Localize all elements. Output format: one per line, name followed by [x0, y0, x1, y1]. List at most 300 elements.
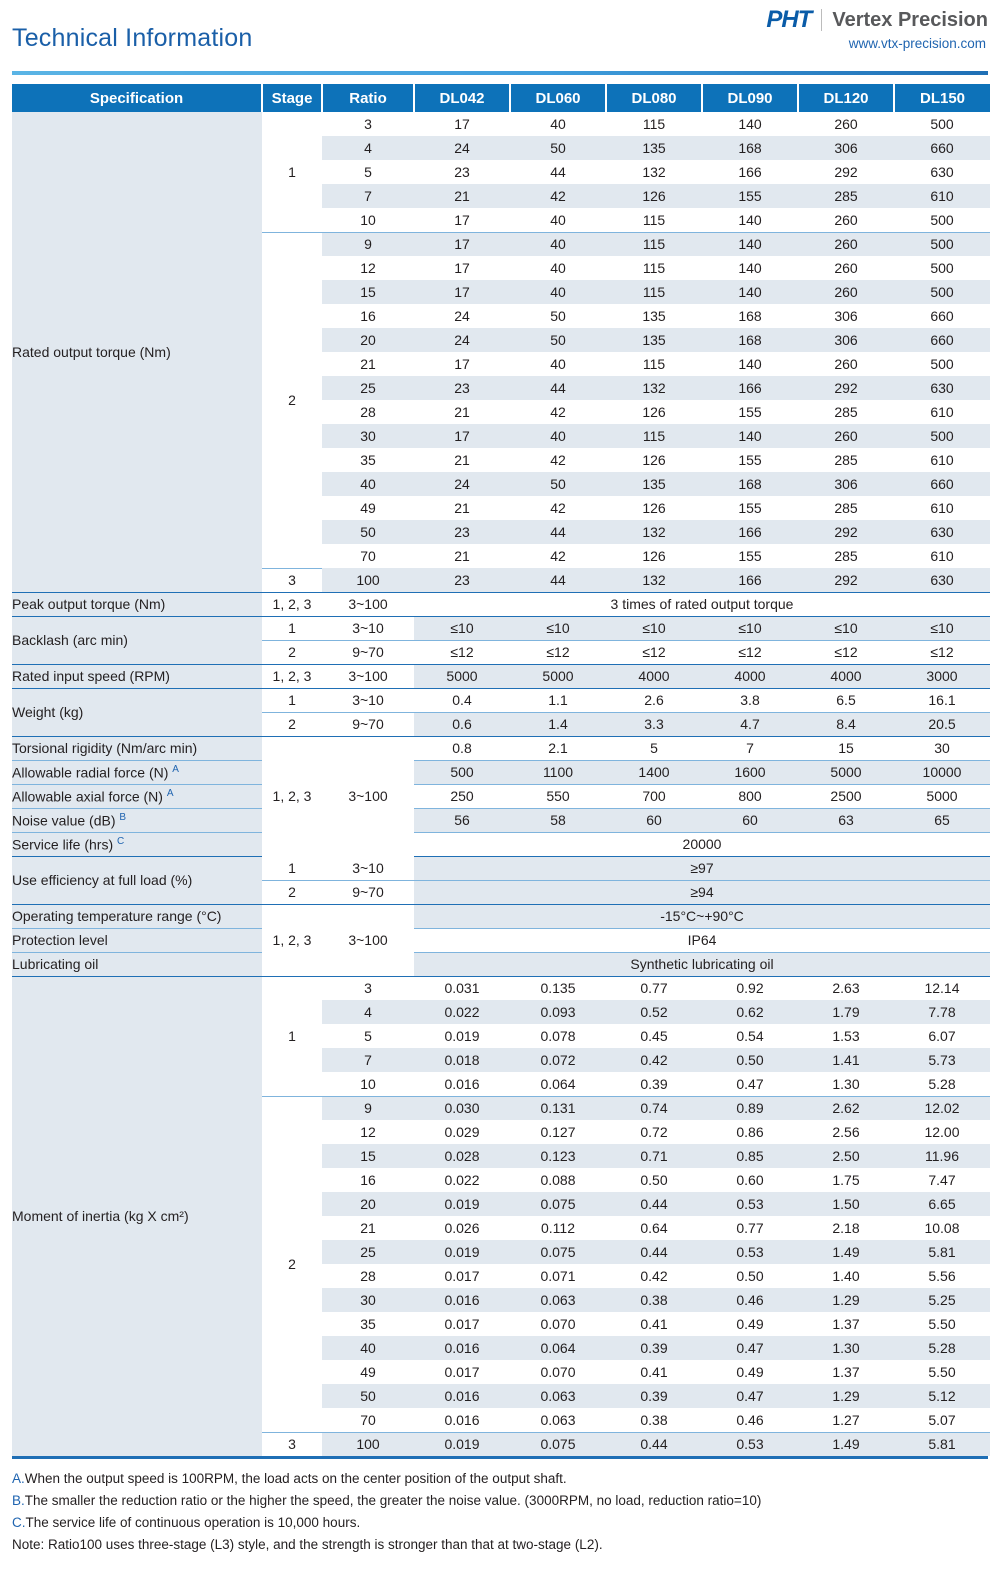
ratio-cell: 49	[322, 1360, 414, 1384]
value-cell: 56	[414, 808, 510, 832]
row-label-protection-level: Protection level	[12, 928, 262, 952]
value-cell: 0.075	[510, 1192, 606, 1216]
value-cell: 17	[414, 208, 510, 232]
stage-cell: 3	[262, 568, 322, 592]
value-cell: 2.63	[832, 980, 860, 997]
value-cell: 6.65	[894, 1192, 990, 1216]
table-row-rated-torque	[12, 112, 990, 136]
value-cell: ≤12	[606, 640, 702, 664]
value-cell: 0.064	[510, 1072, 606, 1096]
ratio-cell: 15	[322, 1144, 414, 1168]
stage-cell: 1	[262, 616, 322, 640]
page-header	[12, 0, 988, 68]
value-cell: 5000	[510, 664, 606, 688]
footnote-c	[12, 1512, 988, 1534]
value-cell: 500	[894, 232, 990, 256]
value-cell: 5.28	[894, 1072, 990, 1096]
stage-cell: 1, 2, 3	[262, 664, 322, 688]
value-cell: 5.50	[928, 1364, 956, 1380]
value-cell: 0.42	[640, 1268, 668, 1284]
value-cell: 260	[834, 260, 858, 276]
stage-cell: 2	[262, 880, 322, 904]
value-cell: 155	[702, 184, 798, 208]
value-cell: 40	[510, 424, 606, 448]
value-cell: 115	[606, 424, 702, 448]
value-cell: 1.30	[798, 1072, 894, 1096]
stage-cell: 2	[262, 1096, 322, 1432]
ratio-cell: 35	[322, 1312, 414, 1336]
value-cell: 40	[550, 356, 566, 372]
ratio-cell: 15	[322, 280, 414, 304]
value-cell: 17	[414, 280, 510, 304]
value-cell: 1.37	[832, 1316, 860, 1332]
ratio-cell: 16	[322, 1168, 414, 1192]
merged-value-cell: Synthetic lubricating oil	[414, 952, 990, 976]
value-cell: 132	[642, 164, 666, 180]
value-cell: 0.016	[414, 1288, 510, 1312]
ratio-cell: 70	[322, 544, 414, 568]
value-cell: 24	[414, 472, 510, 496]
value-cell: 126	[642, 500, 666, 516]
value-cell: 4000	[702, 664, 798, 688]
table-row-rated-input-speed	[12, 664, 990, 688]
ratio-cell: 35	[322, 448, 414, 472]
column-header-dl120: DL120	[798, 84, 894, 112]
value-cell: 7.78	[894, 1000, 990, 1024]
footnote-marker: B.	[12, 1492, 25, 1508]
value-cell: 2.1	[510, 736, 606, 760]
value-cell: 260	[834, 116, 858, 132]
value-cell: 0.019	[414, 1432, 510, 1456]
value-cell: 660	[894, 472, 990, 496]
ratio-cell: 20	[322, 1192, 414, 1216]
value-cell: 500	[414, 760, 510, 784]
value-cell: 0.38	[606, 1408, 702, 1432]
value-cell: 306	[798, 472, 894, 496]
column-header-dl042: DL042	[414, 84, 510, 112]
value-cell: 0.53	[702, 1240, 798, 1264]
value-cell: 0.072	[510, 1048, 606, 1072]
value-cell: 65	[894, 808, 990, 832]
row-label-weight: Weight (kg)	[12, 688, 262, 736]
footnotes	[12, 1468, 988, 1555]
value-cell: 0.89	[702, 1096, 798, 1120]
footnote-b	[12, 1490, 988, 1512]
value-cell: 40	[510, 232, 606, 256]
ratio-cell: 21	[322, 352, 414, 376]
value-cell: 610	[930, 452, 954, 468]
ratio-cell: 9	[322, 232, 414, 256]
value-cell: 285	[834, 500, 858, 516]
value-cell: 500	[894, 208, 990, 232]
row-label-lubricating-oil: Lubricating oil	[12, 952, 262, 976]
value-cell: 610	[894, 184, 990, 208]
value-cell: 0.019	[444, 1028, 480, 1044]
ratio-cell: 12	[322, 256, 414, 280]
row-label-rated-output-torque: Rated output torque (Nm)	[12, 112, 262, 592]
stage-cell: 1	[262, 976, 322, 1096]
value-cell: 132	[606, 568, 702, 592]
footnote-text: Note: Ratio100 uses three-stage (L3) style, and the strength is stronger than that at two-stage (L2).	[12, 1536, 603, 1552]
value-cell: 0.131	[510, 1096, 606, 1120]
ratio-cell: 7	[322, 184, 414, 208]
value-cell: 42	[550, 548, 566, 564]
value-cell: 44	[510, 376, 606, 400]
value-cell: 0.71	[606, 1144, 702, 1168]
value-cell: 0.075	[510, 1240, 606, 1264]
value-cell: 306	[798, 328, 894, 352]
value-cell: ≤10	[414, 616, 510, 640]
value-cell: 63	[798, 808, 894, 832]
merged-value-cell: -15°C~+90°C	[414, 904, 990, 928]
ratio-cell: 3~100	[322, 664, 414, 688]
merged-value-cell: 20000	[414, 832, 990, 856]
value-cell: 50	[510, 328, 606, 352]
ratio-cell: 3~100	[322, 904, 414, 976]
table-row-group-b	[12, 952, 990, 976]
row-label-rated-input-speed: Rated input speed (RPM)	[12, 664, 262, 688]
value-cell: 0.52	[606, 1000, 702, 1024]
ratio-cell: 40	[322, 472, 414, 496]
value-cell: 0.075	[510, 1432, 606, 1456]
value-cell: 40	[510, 280, 606, 304]
table-row-group-b	[12, 904, 990, 928]
value-cell: 21	[454, 452, 470, 468]
ratio-cell: 50	[322, 520, 414, 544]
value-cell: 132	[606, 520, 702, 544]
value-cell: 292	[798, 568, 894, 592]
value-cell: 42	[550, 500, 566, 516]
value-cell: 140	[738, 260, 762, 276]
value-cell: 60	[702, 808, 798, 832]
row-label-torsional-rigidity-nm-arc-min: Torsional rigidity (Nm/arc min)	[12, 736, 262, 760]
ratio-cell: 30	[322, 424, 414, 448]
ratio-cell: 7	[322, 1048, 414, 1072]
value-cell: 610	[930, 500, 954, 516]
value-cell: 40	[510, 208, 606, 232]
ratio-cell: 20	[322, 328, 414, 352]
ratio-cell: 4	[322, 136, 414, 160]
value-cell: 1.29	[798, 1384, 894, 1408]
footnote-text: The smaller the reduction ratio or the higher the speed, the greater the noise value. (3000RPM, no load, reduction ratio=10)	[24, 1492, 762, 1508]
value-cell: 0.070	[540, 1316, 576, 1332]
value-cell: 7.47	[928, 1172, 956, 1188]
brand-name: Vertex Precision	[832, 8, 988, 31]
value-cell: 24	[414, 136, 510, 160]
value-cell: 0.017	[444, 1364, 480, 1380]
value-cell: 44	[510, 568, 606, 592]
table-row-group-a	[12, 736, 990, 760]
value-cell: 11.96	[894, 1144, 990, 1168]
value-cell: 0.063	[510, 1288, 606, 1312]
value-cell: 0.50	[736, 1268, 764, 1284]
value-cell: 260	[798, 208, 894, 232]
value-cell: 0.45	[640, 1028, 668, 1044]
value-cell: 23	[414, 520, 510, 544]
value-cell: 16.1	[894, 688, 990, 712]
value-cell: ≤10	[798, 616, 894, 640]
ratio-cell: 3~100	[322, 736, 414, 856]
table-row-service-life	[12, 832, 990, 856]
value-cell: 0.54	[736, 1028, 764, 1044]
table-body	[12, 112, 990, 1456]
value-cell: 0.088	[540, 1172, 576, 1188]
footnote-text: The service life of continuous operation is 10,000 hours.	[25, 1514, 361, 1530]
value-cell: ≤10	[510, 616, 606, 640]
brand-block	[766, 6, 988, 51]
value-cell: 660	[930, 308, 954, 324]
value-cell: 1.49	[798, 1240, 894, 1264]
value-cell: 4000	[606, 664, 702, 688]
value-cell: 0.77	[640, 980, 668, 997]
value-cell: 0.77	[736, 1220, 764, 1236]
brand-website: www.vtx-precision.com	[848, 36, 986, 51]
table-row-weight	[12, 688, 990, 712]
value-cell: 5000	[414, 664, 510, 688]
value-cell: 0.44	[606, 1192, 702, 1216]
table-bottom-rule	[12, 1456, 988, 1459]
value-cell: 15	[798, 736, 894, 760]
value-cell: 42	[550, 404, 566, 420]
value-cell: 42	[550, 452, 566, 468]
value-cell: 115	[642, 356, 666, 372]
value-cell: 0.39	[606, 1384, 702, 1408]
value-cell: 500	[930, 260, 954, 276]
value-cell: 12.14	[924, 980, 960, 997]
value-cell: 21	[414, 184, 510, 208]
value-cell: 0.72	[640, 1124, 668, 1140]
value-cell: 0.112	[541, 1220, 575, 1236]
table-row-moment-of-inertia	[12, 976, 990, 1000]
stage-cell: 1, 2, 3	[262, 736, 322, 856]
value-cell: 0.078	[540, 1028, 576, 1044]
value-cell: 660	[894, 328, 990, 352]
value-cell: 0.019	[414, 1192, 510, 1216]
value-cell: 135	[642, 308, 666, 324]
value-cell: 5.56	[928, 1268, 956, 1284]
value-cell: ≤12	[414, 640, 510, 664]
value-cell: 0.026	[444, 1220, 480, 1236]
value-cell: 17	[454, 356, 470, 372]
value-cell: ≤10	[894, 616, 990, 640]
value-cell: 610	[930, 404, 954, 420]
merged-value-cell: ≥94	[414, 880, 990, 904]
value-cell: 2500	[798, 784, 894, 808]
stage-cell: 1	[262, 688, 322, 712]
value-cell: 0.92	[736, 980, 764, 997]
value-cell: 155	[738, 404, 762, 420]
value-cell: 0.070	[540, 1364, 576, 1380]
value-cell: 0.028	[414, 1144, 510, 1168]
ratio-cell: 3~10	[322, 688, 414, 712]
ratio-cell: 10	[322, 1072, 414, 1096]
row-label-allowable-radial-force-n: Allowable radial force (N) $^A$	[12, 760, 262, 784]
value-cell: 140	[702, 280, 798, 304]
row-label-noise-value-db: Noise value (dB) $^B$	[12, 808, 262, 832]
value-cell: 0.4	[414, 688, 510, 712]
stage-cell: 1	[262, 112, 322, 232]
footnote-marker: C.	[12, 1514, 26, 1530]
value-cell: 7	[702, 736, 798, 760]
ratio-cell: 25	[322, 1240, 414, 1264]
value-cell: 0.64	[640, 1220, 668, 1236]
value-cell: 0.6	[414, 712, 510, 736]
value-cell: 5000	[798, 760, 894, 784]
value-cell: 23	[454, 164, 470, 180]
value-cell: 115	[606, 208, 702, 232]
value-cell: 2.6	[606, 688, 702, 712]
value-cell: 260	[798, 424, 894, 448]
column-header-dl060: DL060	[510, 84, 606, 112]
stage-cell: 1	[262, 856, 322, 880]
value-cell: 4000	[798, 664, 894, 688]
value-cell: ≤12	[798, 640, 894, 664]
value-cell: 0.016	[414, 1384, 510, 1408]
value-cell: 40	[550, 260, 566, 276]
value-cell: 168	[738, 308, 762, 324]
value-cell: 0.53	[702, 1432, 798, 1456]
value-cell: ≤12	[510, 640, 606, 664]
value-cell: 58	[510, 808, 606, 832]
value-cell: 800	[702, 784, 798, 808]
value-cell: 0.49	[736, 1316, 764, 1332]
value-cell: 140	[702, 424, 798, 448]
value-cell: 0.38	[606, 1288, 702, 1312]
value-cell: 42	[510, 184, 606, 208]
value-cell: 1400	[606, 760, 702, 784]
value-cell: 50	[510, 472, 606, 496]
table-row-group-a	[12, 760, 990, 784]
pht-logo: PHT	[766, 6, 812, 33]
value-cell: 0.127	[540, 1124, 576, 1140]
value-cell: 50	[510, 136, 606, 160]
value-cell: 5.50	[928, 1316, 956, 1332]
value-cell: ≤10	[702, 616, 798, 640]
value-cell: 132	[606, 376, 702, 400]
value-cell: 0.123	[510, 1144, 606, 1168]
value-cell: 0.135	[540, 980, 576, 997]
page-title: Technical Information	[12, 24, 253, 52]
value-cell: 285	[834, 548, 858, 564]
value-cell: 24	[454, 308, 470, 324]
value-cell: 1600	[702, 760, 798, 784]
table-row-group-a	[12, 784, 990, 808]
value-cell: 0.47	[702, 1384, 798, 1408]
stage-cell: 1, 2, 3	[262, 904, 322, 976]
value-cell: 292	[798, 520, 894, 544]
value-cell: 500	[930, 356, 954, 372]
value-cell: 1.49	[798, 1432, 894, 1456]
value-cell: 0.071	[540, 1268, 576, 1284]
value-cell: 4.7	[702, 712, 798, 736]
merged-value-cell: ≥97	[414, 856, 990, 880]
value-cell: 44	[550, 164, 566, 180]
value-cell: 12.00	[924, 1124, 960, 1140]
value-cell: 630	[894, 520, 990, 544]
value-cell: 610	[930, 548, 954, 564]
ratio-cell: 12	[322, 1120, 414, 1144]
value-cell: 0.029	[444, 1124, 480, 1140]
value-cell: 1.41	[798, 1048, 894, 1072]
ratio-cell: 50	[322, 1384, 414, 1408]
value-cell: 260	[834, 356, 858, 372]
ratio-cell: 49	[322, 496, 414, 520]
value-cell: 1.27	[798, 1408, 894, 1432]
value-cell: 0.063	[510, 1384, 606, 1408]
row-label-service-life: Service life (hrs) $^C$	[12, 832, 262, 856]
value-cell: 115	[642, 260, 666, 276]
column-header-stage: Stage	[262, 84, 322, 112]
value-cell: 21	[454, 500, 470, 516]
value-cell: 0.46	[702, 1288, 798, 1312]
value-cell: 0.42	[606, 1048, 702, 1072]
value-cell: 5.81	[894, 1432, 990, 1456]
row-label-backlash: Backlash (arc min)	[12, 616, 262, 664]
column-header-dl090: DL090	[702, 84, 798, 112]
value-cell: 0.016	[414, 1072, 510, 1096]
value-cell: 20.5	[894, 712, 990, 736]
stage-cell: 2	[262, 712, 322, 736]
ratio-cell: 3	[322, 112, 414, 136]
value-cell: 0.018	[414, 1048, 510, 1072]
value-cell: 155	[738, 452, 762, 468]
value-cell: 40	[550, 116, 566, 132]
ratio-cell: 100	[322, 1432, 414, 1456]
row-label-use-efficiency: Use efficiency at full load (%)	[12, 856, 262, 904]
value-cell: 168	[702, 136, 798, 160]
value-cell: 2.50	[798, 1144, 894, 1168]
value-cell: 0.50	[702, 1048, 798, 1072]
value-cell: 0.86	[736, 1124, 764, 1140]
value-cell: 250	[414, 784, 510, 808]
value-cell: 1.1	[510, 688, 606, 712]
value-cell: 0.44	[606, 1432, 702, 1456]
value-cell: 0.8	[414, 736, 510, 760]
column-header-specification: Specification	[12, 84, 262, 112]
value-cell: 166	[738, 164, 762, 180]
value-cell: 1100	[510, 760, 606, 784]
footnote-marker: A.	[12, 1471, 25, 1486]
ratio-cell: 9~70	[322, 640, 414, 664]
value-cell: 168	[702, 328, 798, 352]
value-cell: 500	[894, 280, 990, 304]
ratio-cell: 100	[322, 568, 414, 592]
brand-divider	[821, 9, 822, 31]
value-cell: 0.39	[606, 1072, 702, 1096]
value-cell: 115	[642, 116, 666, 132]
stage-cell: 2	[262, 640, 322, 664]
value-cell: 166	[702, 376, 798, 400]
row-label-operating-temperature-range-c: Operating temperature range (°C)	[12, 904, 262, 928]
row-label-peak-output-torque: Peak output torque (Nm)	[12, 592, 262, 616]
value-cell: 0.85	[702, 1144, 798, 1168]
value-cell: 126	[642, 404, 666, 420]
ratio-cell: 10	[322, 208, 414, 232]
ratio-cell: 5	[322, 160, 414, 184]
ratio-cell: 9~70	[322, 712, 414, 736]
value-cell: 0.016	[414, 1408, 510, 1432]
value-cell: 285	[834, 404, 858, 420]
merged-value-cell: 3 times of rated output torque	[414, 592, 990, 616]
value-cell: 1.75	[832, 1172, 860, 1188]
value-cell: 500	[894, 424, 990, 448]
value-cell: 285	[834, 452, 858, 468]
value-cell: 0.022	[444, 1172, 480, 1188]
value-cell: 1.79	[798, 1000, 894, 1024]
stage-cell: 3	[262, 1432, 322, 1456]
column-header-dl080: DL080	[606, 84, 702, 112]
value-cell: 0.019	[414, 1240, 510, 1264]
